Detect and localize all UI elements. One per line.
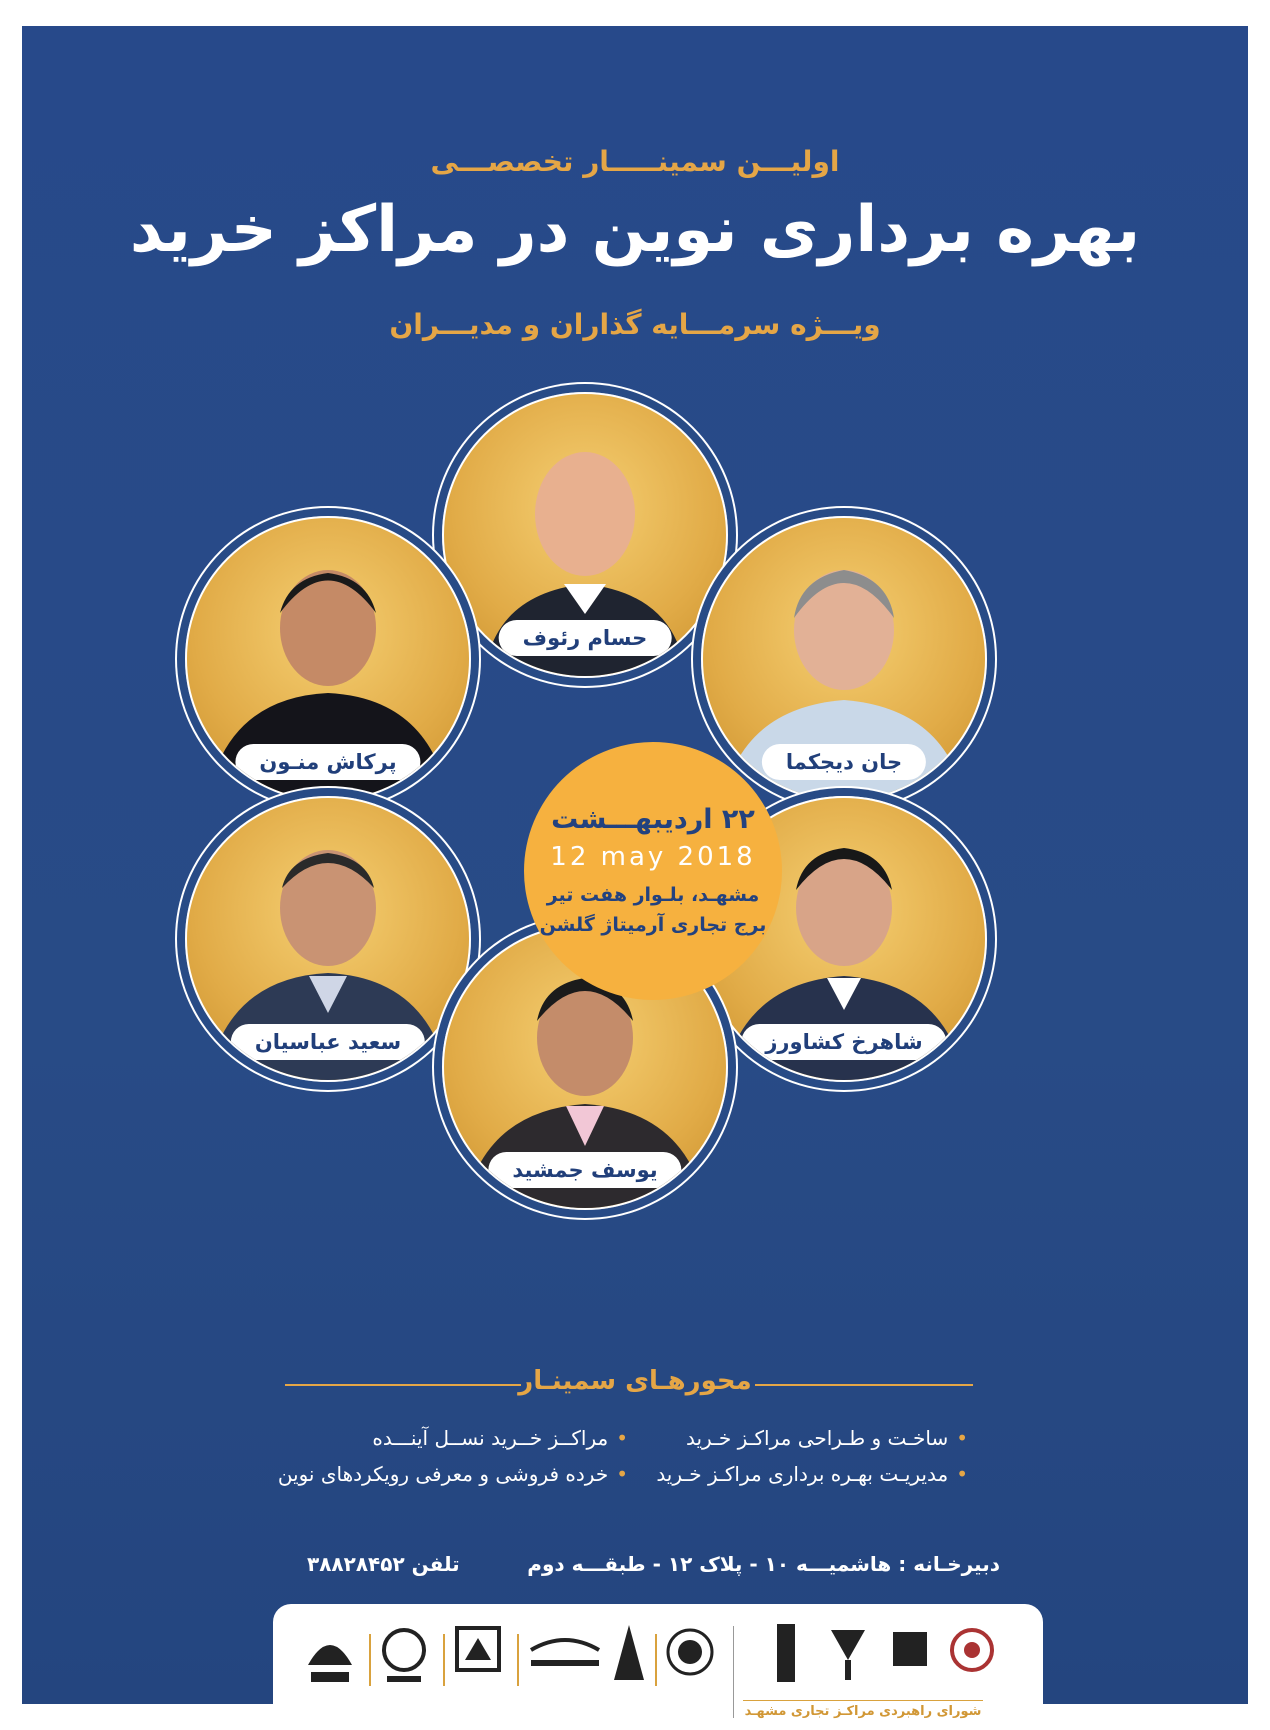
company-logo-icon xyxy=(451,1620,505,1690)
logo-divider xyxy=(517,1634,519,1686)
council-rule xyxy=(743,1700,983,1701)
sponsor-logo-bar xyxy=(273,1604,1043,1730)
speaker-card xyxy=(185,796,471,1082)
logo-divider xyxy=(443,1634,445,1686)
speaker-name: یوسف جمشید xyxy=(488,1152,681,1188)
topics-title: محورهـای سمینـار xyxy=(518,1366,752,1396)
event-date-en: 12 may 2018 xyxy=(550,842,756,872)
axon-logo-icon xyxy=(303,1620,357,1690)
speaker-name: شاهرخ کشاورز xyxy=(741,1024,946,1060)
secretariat-address: دبیرخـانه : هاشمیـــه ۱۰ - پلاک ۱۲ - طبقـــه دوم xyxy=(527,1552,1000,1576)
speaker-name: سعید عباسیان xyxy=(231,1024,425,1060)
speaker-card xyxy=(185,516,471,802)
tower-logo-icon xyxy=(759,1620,813,1690)
chamber-logo-icon xyxy=(883,1620,937,1690)
municipality-logo-icon xyxy=(945,1620,999,1690)
event-info-circle xyxy=(524,742,782,1000)
speaker-card xyxy=(701,516,987,802)
event-location-line2: برج تجاری آرمیتاژ گلشن xyxy=(539,914,767,936)
poster xyxy=(22,26,1248,1719)
event-date-fa: ۲۲ اردیبهـــشت xyxy=(551,804,755,835)
hotel-logo-icon xyxy=(377,1620,431,1690)
event-location-line1: مشهـد، بلـوار هفت تیر xyxy=(546,884,760,906)
topic-item: •مدیریـت بهـره برداری مراکـز خـرید xyxy=(656,1462,968,1486)
phone-number: تلفن ۳۸۸۲۸۴۵۲ xyxy=(307,1552,460,1576)
logo-divider xyxy=(655,1634,657,1686)
association-logo-icon xyxy=(821,1620,875,1690)
topic-item: •مراکــز خــرید نســل آینـــده xyxy=(372,1426,628,1450)
logo-divider xyxy=(369,1634,371,1686)
header-kicker: اولیـــن سمینـــــار تخصصـــی xyxy=(430,145,840,178)
armita-logo-icon xyxy=(609,1620,649,1690)
topic-item: •خرده فروشی و معرفی رویکردهای نوین xyxy=(277,1462,628,1486)
logo-section-divider xyxy=(733,1626,734,1718)
speaker-name: پرکاش منـون xyxy=(235,744,420,780)
speaker-card xyxy=(442,392,728,678)
seal-logo-icon xyxy=(663,1620,717,1690)
header-title: بهره برداری نوین در مراکز خرید xyxy=(129,193,1141,267)
topic-item: •ساخـت و طـراحی مراکـز خـرید xyxy=(685,1426,968,1450)
speaker-name: حسام رئوف xyxy=(499,620,672,656)
armitage-golshan-logo-icon xyxy=(525,1620,605,1690)
header-subtitle: ویـــژه سرمـــایه گذاران و مدیـــران xyxy=(389,308,881,341)
council-caption: شورای راهبردی مراکـز تجاری مشهـد xyxy=(744,1704,982,1719)
speaker-name: جان دیجکما xyxy=(762,744,926,780)
